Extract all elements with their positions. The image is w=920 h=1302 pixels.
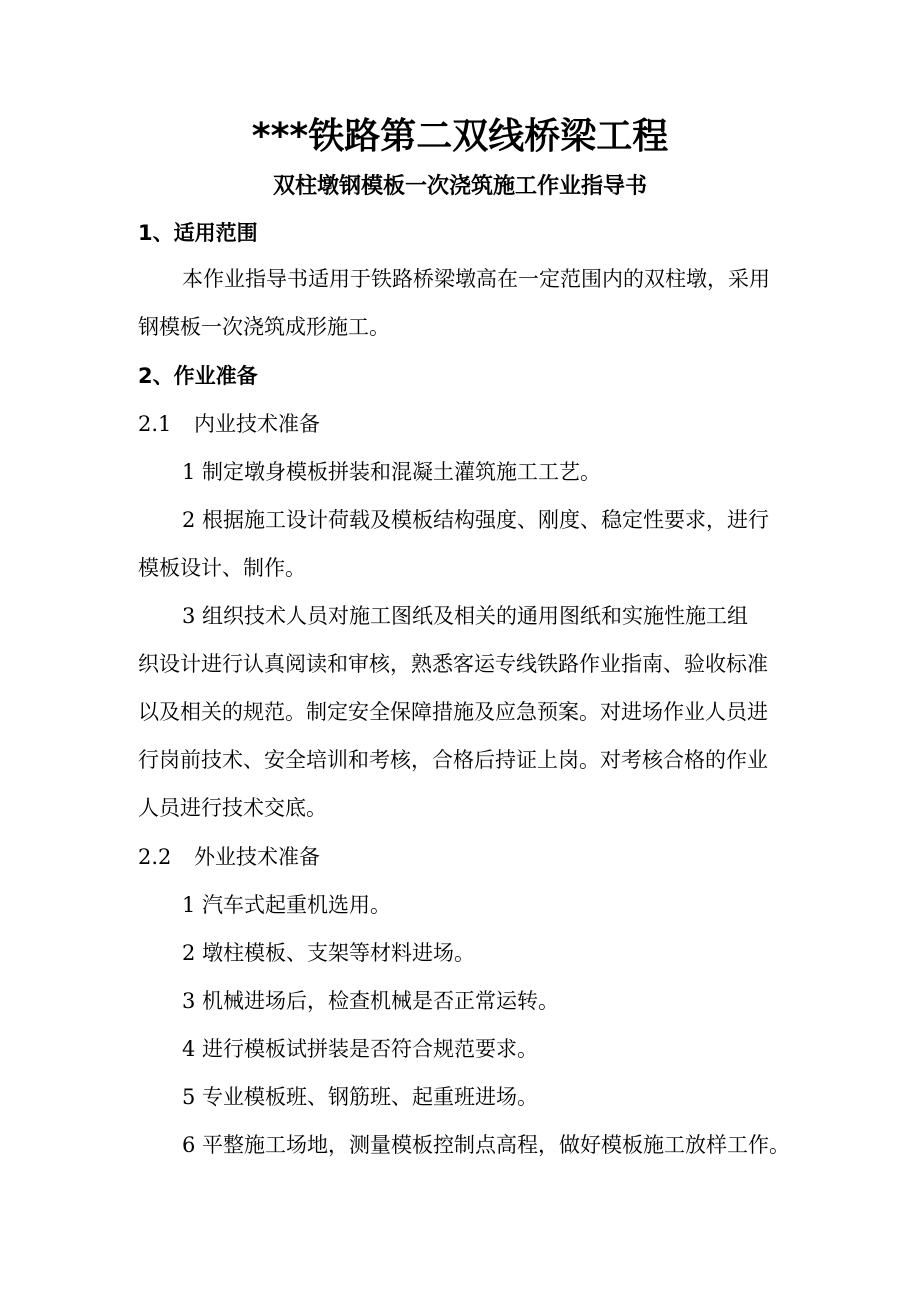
subsection-2-1-item-3-line-4: 行岗前技术、安全培训和考核，合格后持证上岗。对考核合格的作业	[138, 748, 768, 772]
document-title: ***铁路第二双线桥梁工程	[251, 116, 669, 157]
subsection-2-2-number: 2.2	[138, 845, 172, 869]
subsection-2-2-item-4: 4 进行模板试拼装是否符合规范要求。	[182, 1037, 539, 1061]
subsection-2-1-item-3-line-5: 人员进行技术交底。	[138, 796, 327, 820]
subsection-2-1-item-2-line-2: 模板设计、制作。	[138, 556, 306, 580]
subsection-2-2-title: 外业技术准备	[194, 845, 320, 869]
subsection-2-1-item-3-line-2: 织设计进行认真阅读和审核，熟悉客运专线铁路作业指南、验收标准	[138, 652, 768, 676]
section-1-paragraph-line-1: 本作业指导书适用于铁路桥梁墩高在一定范围内的双柱墩，采用	[182, 267, 770, 291]
section-2-heading: 2、作业准备	[138, 364, 258, 388]
section-1-heading: 1、适用范围	[138, 221, 258, 245]
subsection-2-2-item-6: 6 平整施工场地，测量模板控制点高程，做好模板施工放样工作。	[182, 1133, 791, 1157]
document-subtitle: 双柱墩钢模板一次浇筑施工作业指导书	[272, 174, 647, 199]
subsection-2-1-item-1: 1 制定墩身模板拼装和混凝土灌筑施工工艺。	[182, 460, 602, 484]
subsection-2-2-item-2: 2 墩柱模板、支架等材料进场。	[182, 941, 476, 965]
subsection-2-1-heading	[138, 409, 788, 439]
subsection-2-1-title: 内业技术准备	[194, 412, 320, 436]
section-1-paragraph-line-2: 钢模板一次浇筑成形施工。	[138, 315, 390, 339]
subsection-2-1-item-3-line-1: 3 组织技术人员对施工图纸及相关的通用图纸和实施性施工组	[182, 604, 749, 628]
subsection-2-1-item-2-line-1: 2 根据施工设计荷载及模板结构强度、刚度、稳定性要求，进行	[182, 508, 770, 532]
subsection-2-1-item-3-line-3: 以及相关的规范。制定安全保障措施及应急预案。对进场作业人员进	[138, 700, 768, 724]
subsection-2-2-item-3: 3 机械进场后，检查机械是否正常运转。	[182, 989, 560, 1013]
subsection-2-2-heading	[138, 842, 788, 872]
subsection-2-2-item-1: 1 汽车式起重机选用。	[182, 893, 392, 917]
subsection-2-1-number: 2.1	[138, 412, 172, 436]
subsection-2-2-item-5: 5 专业模板班、钢筋班、起重班进场。	[182, 1085, 539, 1109]
